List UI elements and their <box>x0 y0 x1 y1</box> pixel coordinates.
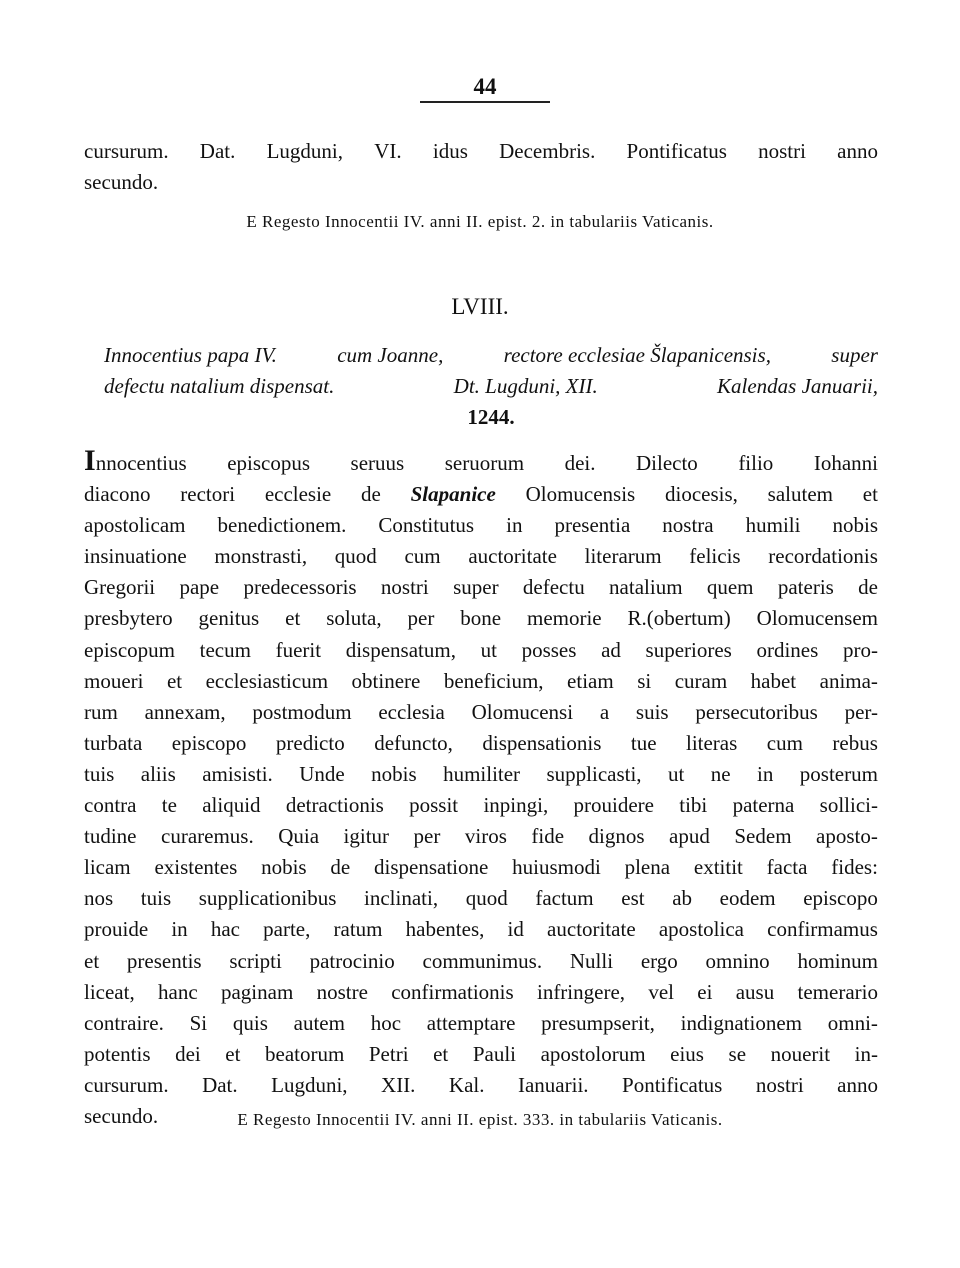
word: huiusmodi <box>512 855 601 880</box>
word: memorie <box>526 606 602 631</box>
word: confirmamus <box>767 917 878 942</box>
source-citation: E Regesto Innocentii IV. anni II. epist. 333. in tabulariis Vaticanis. <box>237 1110 723 1129</box>
word: anno <box>837 139 878 163</box>
word: cursurum. <box>84 1072 169 1097</box>
word: id <box>507 917 524 942</box>
word: apostolica <box>658 917 744 942</box>
word: ut <box>480 637 497 662</box>
word: monstrasti, <box>214 544 308 569</box>
word: autem <box>293 1010 345 1035</box>
word: ab <box>672 886 693 911</box>
word: presumpserit, <box>541 1010 655 1035</box>
word: prouidere <box>573 793 654 818</box>
place-name: Slapanice <box>410 482 496 507</box>
word: aliquid <box>202 793 261 818</box>
word: tue <box>630 730 657 755</box>
word: Lugduni, <box>271 1072 348 1097</box>
word: hac <box>210 917 240 942</box>
word: literarum <box>584 544 662 569</box>
word: XII. <box>381 1072 416 1097</box>
text-line <box>84 883 878 914</box>
word: contra <box>84 793 137 818</box>
word: bone <box>460 606 502 631</box>
word: facta <box>766 855 808 880</box>
word: patrocinio <box>309 948 395 973</box>
word: parte, <box>263 917 311 942</box>
word: per <box>413 824 441 849</box>
word: Ianuarii. <box>517 1072 589 1097</box>
word: quod <box>465 886 508 911</box>
word: se <box>728 1041 747 1066</box>
word: curam <box>674 668 728 693</box>
text-line <box>84 603 878 634</box>
word: et <box>166 668 183 693</box>
word: possit <box>409 793 459 818</box>
word: tibi <box>679 793 708 818</box>
word: omnino <box>705 948 770 973</box>
word: defectu <box>522 575 585 600</box>
word: nos <box>84 886 114 911</box>
word: dignos <box>588 824 645 849</box>
word: attemptare <box>426 1010 516 1035</box>
word: predicto <box>275 730 345 755</box>
word: et <box>225 1041 241 1066</box>
word: liceat, <box>84 979 135 1004</box>
word: temerario <box>797 979 878 1004</box>
word: episcopus <box>227 451 311 475</box>
word: salutem <box>767 482 833 507</box>
word: ausu <box>735 979 775 1004</box>
word: per- <box>844 699 878 724</box>
word: Unde <box>299 761 345 786</box>
word: Si <box>189 1010 208 1035</box>
word: extitit <box>693 855 743 880</box>
word: cursurum. <box>84 139 169 163</box>
text-line <box>84 1008 878 1039</box>
word: apud <box>669 824 710 849</box>
word: genitus <box>198 606 260 631</box>
word: seruorum <box>444 451 525 475</box>
word: Quia <box>278 824 320 849</box>
word: hoc <box>370 1010 402 1035</box>
word: et <box>433 1041 449 1066</box>
word: ecclesiasticum <box>205 668 329 693</box>
word: aposto- <box>816 824 878 849</box>
text-line <box>84 1070 878 1101</box>
word: paginam <box>220 979 294 1004</box>
word: natalium <box>609 575 683 600</box>
word: Dilecto <box>635 451 698 475</box>
word: nobis <box>371 761 417 786</box>
word: amisisti. <box>202 761 273 786</box>
word: contraire. <box>84 1010 164 1035</box>
word: soluta, <box>326 606 382 631</box>
text-line <box>84 479 878 510</box>
word: sollici- <box>819 793 878 818</box>
word: curaremus. <box>161 824 254 849</box>
charter-text <box>84 444 878 1132</box>
word: aliis <box>140 761 176 786</box>
word: et <box>862 482 878 507</box>
word: in <box>506 513 523 538</box>
word: communimus. <box>422 948 543 973</box>
word: cum <box>404 544 441 569</box>
text-line <box>84 1039 878 1070</box>
text-line <box>84 635 878 666</box>
word: Gregorii <box>84 575 156 600</box>
word: Sedem <box>734 824 792 849</box>
continuation-text <box>84 136 878 198</box>
word: presbytero <box>84 606 173 631</box>
word: postmodum <box>252 699 352 724</box>
word: de <box>330 855 351 880</box>
text-line <box>84 821 878 852</box>
word: infringere, <box>536 979 626 1004</box>
word: recordationis <box>768 544 878 569</box>
word: Iohanni <box>813 451 878 475</box>
initial-letter: I <box>84 444 96 477</box>
word: nouerit <box>770 1041 831 1066</box>
word: dispensationis <box>482 730 602 755</box>
word: confirmationis <box>391 979 514 1004</box>
word: diocesis, <box>664 482 738 507</box>
word: insinuatione <box>84 544 187 569</box>
word: ei <box>697 979 713 1004</box>
word: predecessoris <box>243 575 357 600</box>
word: in <box>757 761 774 786</box>
word: fuerit <box>275 637 322 662</box>
word: eius <box>670 1041 704 1066</box>
word: Olomucensi <box>471 699 574 724</box>
word: a <box>599 699 610 724</box>
word: nostre <box>316 979 368 1004</box>
word: de <box>361 482 381 507</box>
word: nobis <box>832 513 878 538</box>
word: Petri <box>368 1041 409 1066</box>
word: VI. <box>374 139 402 163</box>
word: tuis <box>84 761 115 786</box>
word: Dat. <box>199 139 236 163</box>
word: scripti <box>229 948 282 973</box>
continuation-line: secundo. <box>84 170 159 194</box>
first-word <box>84 444 187 479</box>
word: rectori <box>180 482 236 507</box>
text-line: secundo. <box>84 1103 159 1128</box>
word: rebus <box>832 730 878 755</box>
word: pro- <box>842 637 878 662</box>
word: inpingi, <box>483 793 549 818</box>
rubric-year: 1244. <box>467 405 515 429</box>
word: vel <box>648 979 674 1004</box>
text-line <box>84 759 878 790</box>
word: supplicationibus <box>198 886 337 911</box>
text-line <box>84 852 878 883</box>
word: ne <box>710 761 731 786</box>
word: pape <box>179 575 220 600</box>
word: dei. <box>564 451 596 475</box>
continuation-line <box>84 136 878 167</box>
text-line <box>84 444 878 479</box>
text-line <box>84 666 878 697</box>
word: Dat. <box>202 1072 238 1097</box>
word: humiliter <box>443 761 521 786</box>
word: posses <box>521 637 577 662</box>
word: nnocentius <box>95 451 187 475</box>
word: habentes, <box>405 917 485 942</box>
text-line <box>84 510 878 541</box>
word: cum <box>766 730 803 755</box>
word: inclinati, <box>364 886 439 911</box>
word: ad <box>601 637 621 662</box>
word: quod <box>334 544 377 569</box>
rubric-line: Innocentius papa IV. cum Joanne, rectore ecclesiae Šlapanicensis, super <box>104 343 878 367</box>
word: ratum <box>333 917 383 942</box>
word: obtinere <box>351 668 421 693</box>
word: ut <box>667 761 685 786</box>
text-line <box>84 790 878 821</box>
word: literas <box>685 730 738 755</box>
word: anima- <box>819 668 878 693</box>
word: annexam, <box>144 699 226 724</box>
word: licam <box>84 855 131 880</box>
word: paterna <box>732 793 795 818</box>
word: Kal. <box>448 1072 485 1097</box>
text-line <box>84 728 878 759</box>
rubric-line: defectu natalium dispensat. Dt. Lugduni, XII. Kalendas Januarii, <box>104 374 878 398</box>
word: ecclesia <box>378 699 445 724</box>
word: ecclesie <box>264 482 332 507</box>
word: presentis <box>126 948 202 973</box>
word: si <box>637 668 652 693</box>
word: felicis <box>689 544 741 569</box>
word: in- <box>854 1041 878 1066</box>
word: supplicasti, <box>546 761 642 786</box>
word: Pauli <box>472 1041 516 1066</box>
word: Olomucensis <box>525 482 636 507</box>
word: Pontificatus <box>622 1072 723 1097</box>
word: benedictionem. <box>217 513 347 538</box>
word: tudine <box>84 824 137 849</box>
word: presentia <box>554 513 631 538</box>
word: episcopum <box>84 637 175 662</box>
document-rubric <box>104 340 878 433</box>
word: Constitutus <box>378 513 475 538</box>
word: episcopo <box>803 886 878 911</box>
word: eodem <box>719 886 776 911</box>
word: nostri <box>755 1072 804 1097</box>
word: auctoritate <box>547 917 636 942</box>
word: per <box>407 606 435 631</box>
word: igitur <box>343 824 390 849</box>
word: apostolorum <box>540 1041 646 1066</box>
word: suis <box>635 699 669 724</box>
document-number: LVIII. <box>451 294 509 319</box>
word: episcopo <box>171 730 247 755</box>
word: idus <box>432 139 468 163</box>
word: quem <box>706 575 754 600</box>
word: Decembris. <box>499 139 596 163</box>
word: humili <box>745 513 801 538</box>
word: dispensatum, <box>345 637 456 662</box>
text-line <box>84 697 878 728</box>
word: Lugduni, <box>266 139 344 163</box>
page-number: 44 <box>420 74 550 103</box>
word: detractionis <box>285 793 384 818</box>
word: quis <box>232 1010 268 1035</box>
word: nobis <box>261 855 307 880</box>
word: auctoritate <box>468 544 557 569</box>
text-line <box>84 572 878 603</box>
word: et <box>84 948 100 973</box>
word: existentes <box>154 855 238 880</box>
source-citation: E Regesto Innocentii IV. anni II. epist. 2. in tabulariis Vaticanis. <box>246 212 714 231</box>
word: beatorum <box>265 1041 345 1066</box>
word: persecutoribus <box>695 699 818 724</box>
word: prouide <box>84 917 149 942</box>
word: seruus <box>350 451 405 475</box>
word: superiores <box>645 637 732 662</box>
word: nostri <box>380 575 429 600</box>
word: te <box>161 793 177 818</box>
word: moueri <box>84 668 144 693</box>
word: filio <box>738 451 774 475</box>
word: habet <box>750 668 797 693</box>
word: R.(obertum) <box>627 606 731 631</box>
word: defuncto, <box>374 730 453 755</box>
word: beneficium, <box>443 668 544 693</box>
word: rum <box>84 699 118 724</box>
word: factum <box>535 886 594 911</box>
word: nostri <box>758 139 806 163</box>
text-line <box>84 541 878 572</box>
word: nostra <box>662 513 714 538</box>
word: viros <box>464 824 507 849</box>
word: et <box>285 606 301 631</box>
word: anno <box>837 1072 878 1097</box>
word: fides: <box>831 855 878 880</box>
word: Olomucensem <box>756 606 878 631</box>
text-line <box>84 946 878 977</box>
word: potentis <box>84 1041 151 1066</box>
text-line <box>84 977 878 1008</box>
word: hanc <box>158 979 198 1004</box>
word: omni- <box>827 1010 878 1035</box>
word: pateris <box>777 575 834 600</box>
word: tuis <box>140 886 172 911</box>
word: in <box>171 917 188 942</box>
word: dei <box>175 1041 201 1066</box>
word: dispensatione <box>374 855 489 880</box>
word: turbata <box>84 730 143 755</box>
text-line <box>84 914 878 945</box>
word: hominum <box>797 948 878 973</box>
word: indignationem <box>680 1010 802 1035</box>
word: super <box>453 575 499 600</box>
word: apostolicam <box>84 513 186 538</box>
word: fide <box>531 824 565 849</box>
word: ergo <box>640 948 678 973</box>
word: de <box>858 575 878 600</box>
word: posterum <box>799 761 878 786</box>
word: etiam <box>567 668 614 693</box>
word: diacono <box>84 482 151 507</box>
word: Pontificatus <box>626 139 727 163</box>
word: ordines <box>756 637 819 662</box>
word: tecum <box>199 637 251 662</box>
word: plena <box>624 855 671 880</box>
word: est <box>621 886 645 911</box>
word: Nulli <box>569 948 614 973</box>
